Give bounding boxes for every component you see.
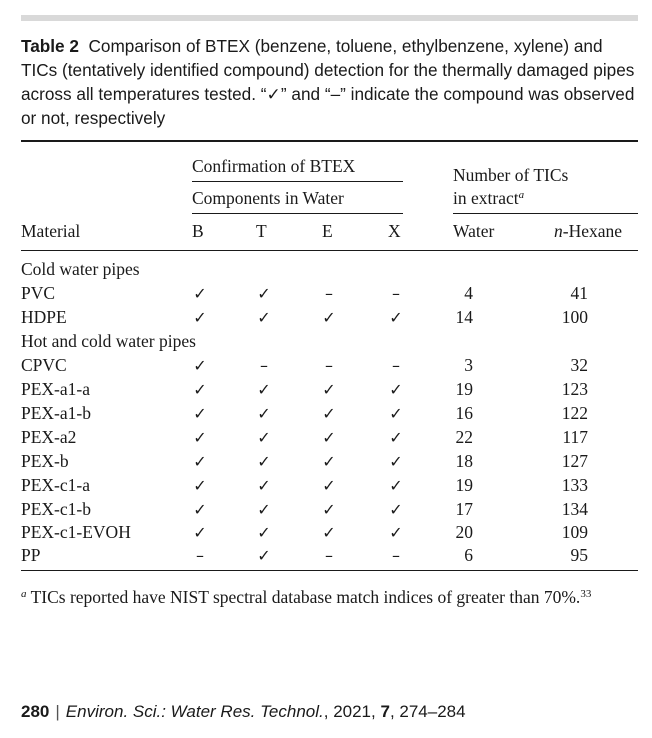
section-title-cold: Cold water pipes bbox=[21, 259, 140, 279]
col-hexane-suffix: -Hexane bbox=[562, 221, 623, 241]
cell-water: 6 bbox=[464, 545, 473, 565]
cell-material: PEX-a1-a bbox=[21, 379, 91, 399]
cell-material: PEX-b bbox=[21, 451, 69, 471]
page-footer bbox=[21, 702, 466, 722]
cell-water: 18 bbox=[455, 451, 473, 471]
cell-hexane: 95 bbox=[570, 545, 588, 565]
footnote-text: TICs reported have NIST spectral database match indices of greater than 70%. bbox=[30, 587, 581, 607]
cell-b: ✓ bbox=[193, 284, 207, 303]
cell-x: ✓ bbox=[389, 308, 403, 327]
cell-t: ✓ bbox=[257, 500, 271, 519]
col-material: Material bbox=[21, 221, 81, 241]
cell-x: ✓ bbox=[389, 380, 403, 399]
cell-water: 16 bbox=[455, 403, 473, 423]
journal-pages: , 274–284 bbox=[389, 702, 466, 721]
col-water: Water bbox=[453, 221, 495, 241]
cell-material: CPVC bbox=[21, 355, 67, 375]
header-tics-rule bbox=[453, 213, 638, 214]
cell-hexane: 123 bbox=[561, 379, 588, 399]
cell-t: – bbox=[260, 356, 268, 375]
header-btex-rule2 bbox=[192, 213, 403, 214]
cell-hexane: 41 bbox=[570, 283, 588, 303]
cell-t: ✓ bbox=[257, 404, 271, 423]
cell-t: ✓ bbox=[257, 308, 271, 327]
cell-b: ✓ bbox=[193, 452, 207, 471]
col-hexane-prefix: n bbox=[554, 221, 563, 241]
col-hexane bbox=[554, 221, 622, 242]
cell-water: 20 bbox=[455, 522, 473, 542]
cell-b: ✓ bbox=[193, 523, 207, 542]
cell-e: ✓ bbox=[322, 404, 336, 423]
cell-x: ✓ bbox=[389, 428, 403, 447]
cell-hexane: 32 bbox=[570, 355, 588, 375]
cell-water: 17 bbox=[455, 499, 473, 519]
cell-e: ✓ bbox=[322, 476, 336, 495]
cell-x: ✓ bbox=[389, 523, 403, 542]
cell-t: ✓ bbox=[257, 546, 271, 565]
cell-material: PEX-a2 bbox=[21, 427, 77, 447]
cell-t: ✓ bbox=[257, 452, 271, 471]
cell-b: ✓ bbox=[193, 404, 207, 423]
caption-text: Comparison of BTEX (benzene, toluene, ethylbenzene, xylene) and TICs (tentatively identified compound) detection for the thermally damaged pipes across all temperatures tested. “✓” and “–” indicate the compound was observed or not, respectively bbox=[21, 36, 635, 128]
table-caption bbox=[21, 34, 641, 130]
cell-water: 22 bbox=[455, 427, 473, 447]
cell-b: ✓ bbox=[193, 380, 207, 399]
cell-hexane: 117 bbox=[562, 427, 588, 447]
cell-e: ✓ bbox=[322, 428, 336, 447]
cell-water: 19 bbox=[455, 379, 473, 399]
cell-x: – bbox=[392, 546, 400, 565]
cell-t: ✓ bbox=[257, 380, 271, 399]
cell-x: – bbox=[392, 284, 400, 303]
cell-t: ✓ bbox=[257, 523, 271, 542]
page-number: 280 bbox=[21, 702, 50, 721]
cell-hexane: 122 bbox=[561, 403, 588, 423]
journal-name: Environ. Sci.: Water Res. Technol. bbox=[65, 702, 324, 721]
cell-material: PEX-a1-b bbox=[21, 403, 91, 423]
table-top-rule bbox=[21, 140, 638, 142]
cell-e: ✓ bbox=[322, 308, 336, 327]
cell-e: ✓ bbox=[322, 380, 336, 399]
cell-b: ✓ bbox=[193, 500, 207, 519]
cell-material: PP bbox=[21, 545, 41, 565]
cell-x: ✓ bbox=[389, 452, 403, 471]
cell-hexane: 127 bbox=[561, 451, 588, 471]
cell-x: ✓ bbox=[389, 476, 403, 495]
cell-hexane: 100 bbox=[561, 307, 588, 327]
cell-water: 3 bbox=[464, 355, 473, 375]
journal-year: , 2021, bbox=[323, 702, 381, 721]
cell-t: ✓ bbox=[257, 284, 271, 303]
cell-material: PVC bbox=[21, 283, 56, 303]
cell-b: – bbox=[196, 546, 204, 565]
col-e: E bbox=[322, 221, 333, 241]
footnote-ref: 33 bbox=[580, 588, 592, 600]
header-btex-line1: Confirmation of BTEX bbox=[192, 156, 356, 176]
cell-e: – bbox=[325, 546, 333, 565]
cell-hexane: 109 bbox=[561, 522, 588, 542]
cell-water: 14 bbox=[455, 307, 473, 327]
cell-e: ✓ bbox=[322, 452, 336, 471]
cell-hexane: 134 bbox=[561, 499, 588, 519]
cell-x: ✓ bbox=[389, 404, 403, 423]
cell-x: – bbox=[392, 356, 400, 375]
cell-b: ✓ bbox=[193, 356, 207, 375]
cell-e: ✓ bbox=[322, 523, 336, 542]
cell-material: PEX-c1-EVOH bbox=[21, 522, 131, 542]
cell-b: ✓ bbox=[193, 476, 207, 495]
col-x: X bbox=[388, 221, 401, 241]
cell-x: ✓ bbox=[389, 500, 403, 519]
header-btex-rule1 bbox=[192, 181, 403, 182]
cell-t: ✓ bbox=[257, 428, 271, 447]
cell-material: HDPE bbox=[21, 307, 67, 327]
cell-t: ✓ bbox=[257, 476, 271, 495]
table-footnote bbox=[21, 585, 643, 609]
cell-hexane: 133 bbox=[561, 475, 588, 495]
cell-material: PEX-c1-a bbox=[21, 475, 91, 495]
footnote-mark: a bbox=[21, 588, 27, 600]
cell-e: – bbox=[325, 284, 333, 303]
section-title-hot-cold: Hot and cold water pipes bbox=[21, 331, 196, 351]
header-tics-line1: Number of TICs bbox=[453, 165, 569, 185]
header-tics-note: a bbox=[518, 189, 525, 201]
header-tics-line2 bbox=[453, 188, 524, 209]
cell-b: ✓ bbox=[193, 428, 207, 447]
footer-separator: | bbox=[55, 702, 60, 721]
table-header-rule bbox=[21, 250, 638, 251]
top-decorative-bar bbox=[21, 15, 638, 21]
journal-volume: 7 bbox=[380, 702, 390, 721]
cell-b: ✓ bbox=[193, 308, 207, 327]
table-bottom-rule bbox=[21, 570, 638, 571]
header-tics-text: in extract bbox=[453, 188, 519, 208]
header-btex-line2: Components in Water bbox=[192, 188, 344, 208]
cell-e: – bbox=[325, 356, 333, 375]
cell-e: ✓ bbox=[322, 500, 336, 519]
table-label: Table 2 bbox=[21, 36, 79, 56]
cell-water: 4 bbox=[464, 283, 473, 303]
cell-material: PEX-c1-b bbox=[21, 499, 91, 519]
col-b: B bbox=[192, 221, 204, 241]
col-t: T bbox=[256, 221, 267, 241]
cell-water: 19 bbox=[455, 475, 473, 495]
